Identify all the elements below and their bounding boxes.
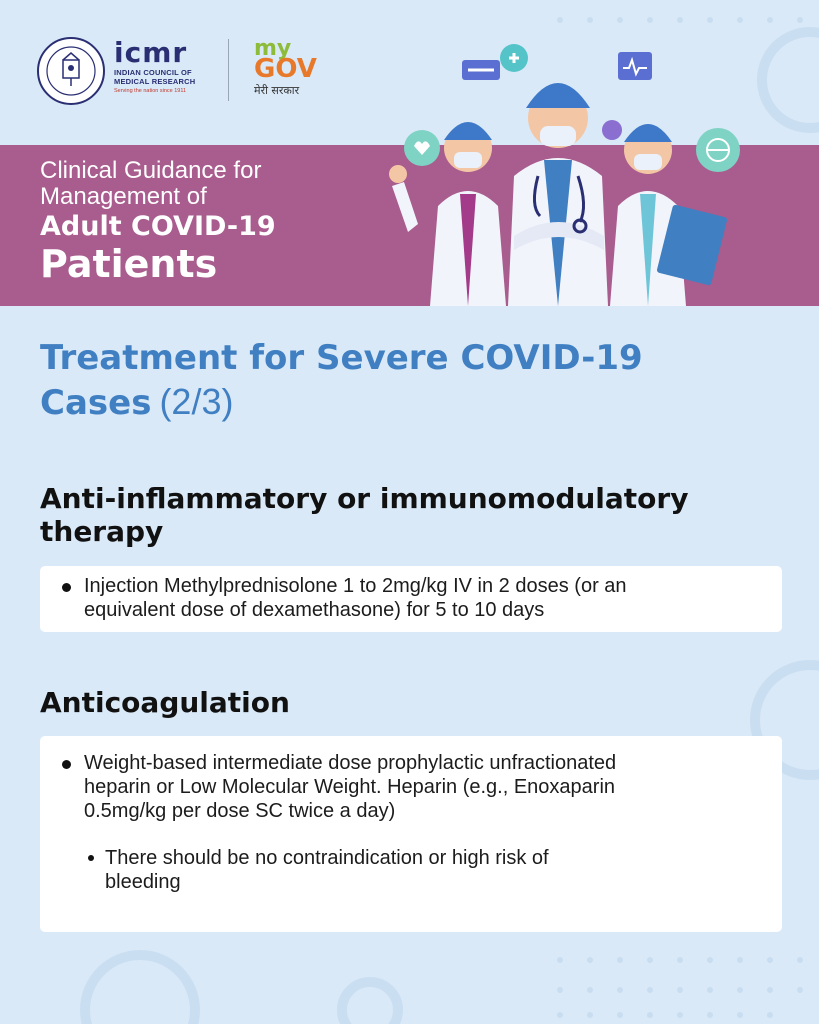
bullet-line: Weight-based intermediate dose prophylactic unfractionated [84,752,617,774]
page-title-cases: Cases [40,383,152,423]
sub-list-item [88,846,752,894]
bullet-icon [62,760,71,769]
bullet-line: 0.5mg/kg per dose SC twice a day) [84,800,396,822]
section-heading-line-1: Anti-inflammatory or immunomodulatory [40,482,689,515]
banner-line-1: Clinical Guidance for [40,157,262,184]
icmr-logo [114,38,224,94]
mygov-gov: GOV [254,54,317,84]
mygov-my: my [254,36,292,61]
banner-line-2: Management of [40,183,207,210]
sub-bullet-line: bleeding [105,871,181,893]
bullet-line: heparin or Low Molecular Weight. Heparin (e.g., Enoxaparin [84,776,616,798]
content-card-anti-inflammatory [40,566,782,632]
list-item [62,751,752,823]
doctors-illustration [368,36,748,306]
icmr-name-line1: INDIAN COUNCIL OF [114,68,192,77]
page-title-line-1: Treatment for Severe COVID-19 [40,338,643,378]
logo-area [36,36,346,108]
bullet-line: equivalent dose of dexamethasone) for 5 to 10 days [84,599,545,621]
logo-divider [228,39,229,101]
banner-line-4: Patients [40,242,218,286]
page-title-line-2 [40,380,780,425]
sub-bullet-text [105,846,752,894]
page-title [40,336,780,425]
content-card-anticoagulation [40,736,782,932]
icmr-name-line2: MEDICAL RESEARCH [114,77,196,86]
section-heading-line-2: therapy [40,515,164,548]
section-heading-anticoagulation [40,686,780,719]
icmr-emblem-icon [36,36,106,106]
icmr-tagline: Serving the nation since 1911 [114,88,187,94]
section-heading-line-1: Anticoagulation [40,686,290,719]
bullet-text [84,574,752,622]
icmr-wordmark: icmr [114,36,188,69]
list-item [62,574,752,622]
bullet-text [84,751,752,823]
page-counter: (2/3) [159,381,234,422]
sub-bullet-line: There should be no contraindication or high risk of [105,847,549,869]
sub-bullet-icon [88,855,94,861]
bullet-icon [62,583,71,592]
mygov-logo [254,38,344,98]
banner-line-3: Adult COVID-19 [40,211,276,242]
mygov-hindi: मेरी सरकार [254,84,300,97]
section-heading-anti-inflammatory [40,482,780,548]
bullet-line: Injection Methylprednisolone 1 to 2mg/kg IV in 2 doses (or an [84,575,627,597]
banner-title [40,158,370,285]
